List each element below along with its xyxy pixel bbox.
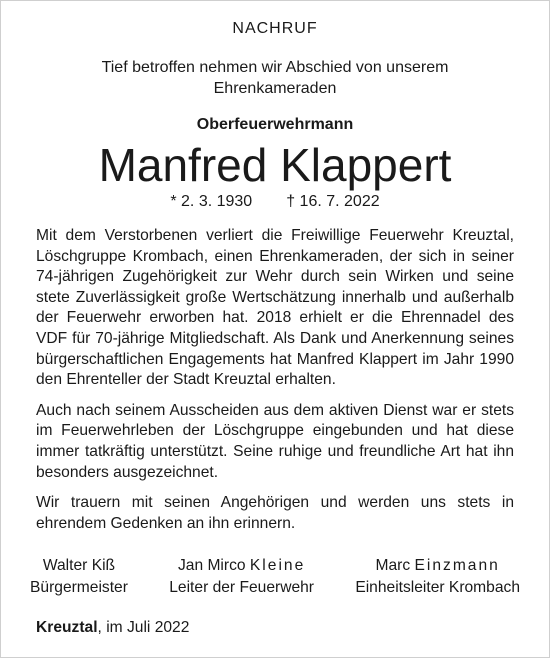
signer-last-name: Kleine — [249, 557, 306, 574]
signatories — [30, 555, 520, 599]
signer-role: Leiter der Feuerwehr — [169, 579, 314, 596]
body-paragraph-2: Auch nach seinem Ausscheiden aus dem aktiven Dienst war er stets im Feuerwehrleben der Löschgruppe eingebunden und hat diese immer tatkräftig unterstützt. Seine ruhige und freundliche Art hat ihn besonders ausgezeichnet. — [36, 401, 514, 481]
deceased-rank: Oberfeuerwehrmann — [196, 116, 354, 133]
footer-place: Kreuztal — [36, 619, 98, 636]
signer-first-name: Marc — [375, 557, 411, 574]
obituary-body — [36, 226, 514, 544]
obituary-heading: NACHRUF — [232, 20, 318, 37]
intro-text — [0, 57, 550, 99]
signer-name — [30, 555, 128, 577]
birth-date: * 2. 3. 1930 — [170, 193, 253, 210]
footer-date: , im Juli 2022 — [97, 619, 190, 636]
signer-last-name: Einzmann — [414, 557, 500, 574]
body-paragraph-1: Mit dem Verstorbenen verliert die Freiwillige Feuerwehr Kreuztal, Löschgruppe Krombach, einen Ehrenkameraden, der sich in seiner 74-jährigen Zugehörigkeit zur Wehr durch sein Wirken und seine stete Zuverlässigkeit große Wertschätzung innerhalb und außerhalb der Feuerwehr erworben hat. 2018 erhielt er die Ehrennadel des VDF für 70-jährige Mitgliedschaft. Als Dank und Anerkennung seines bürgerschaftlichen Engagements hat Manfred Klappert im Jahr 1990 den Ehrenteller der Stadt Kreuztal erhalten. — [36, 227, 514, 389]
signer-role: Einheitsleiter Krombach — [355, 579, 520, 596]
intro-line-1: Tief betroffen nehmen wir Abschied von unserem — [101, 59, 449, 76]
intro-line-2: Ehrenkameraden — [213, 80, 337, 97]
signer-first-name: Jan Mirco — [177, 557, 246, 574]
signer-unit-leader — [355, 555, 520, 599]
place-and-date — [36, 619, 189, 637]
deceased-name: Manfred Klappert — [98, 139, 452, 191]
life-dates — [0, 193, 550, 211]
death-date: † 16. 7. 2022 — [286, 193, 380, 210]
signer-fire-chief — [169, 555, 314, 599]
signer-last-name: Kiß — [91, 557, 116, 574]
signer-mayor — [30, 555, 128, 599]
signer-role: Bürgermeister — [30, 579, 128, 596]
body-paragraph-3: Wir trauern mit seinen Angehörigen und werden uns stets in ehrendem Gedenken an ihn erinnern. — [36, 494, 514, 532]
signer-name — [169, 555, 314, 577]
signer-name — [355, 555, 520, 577]
signer-first-name: Walter — [42, 557, 88, 574]
